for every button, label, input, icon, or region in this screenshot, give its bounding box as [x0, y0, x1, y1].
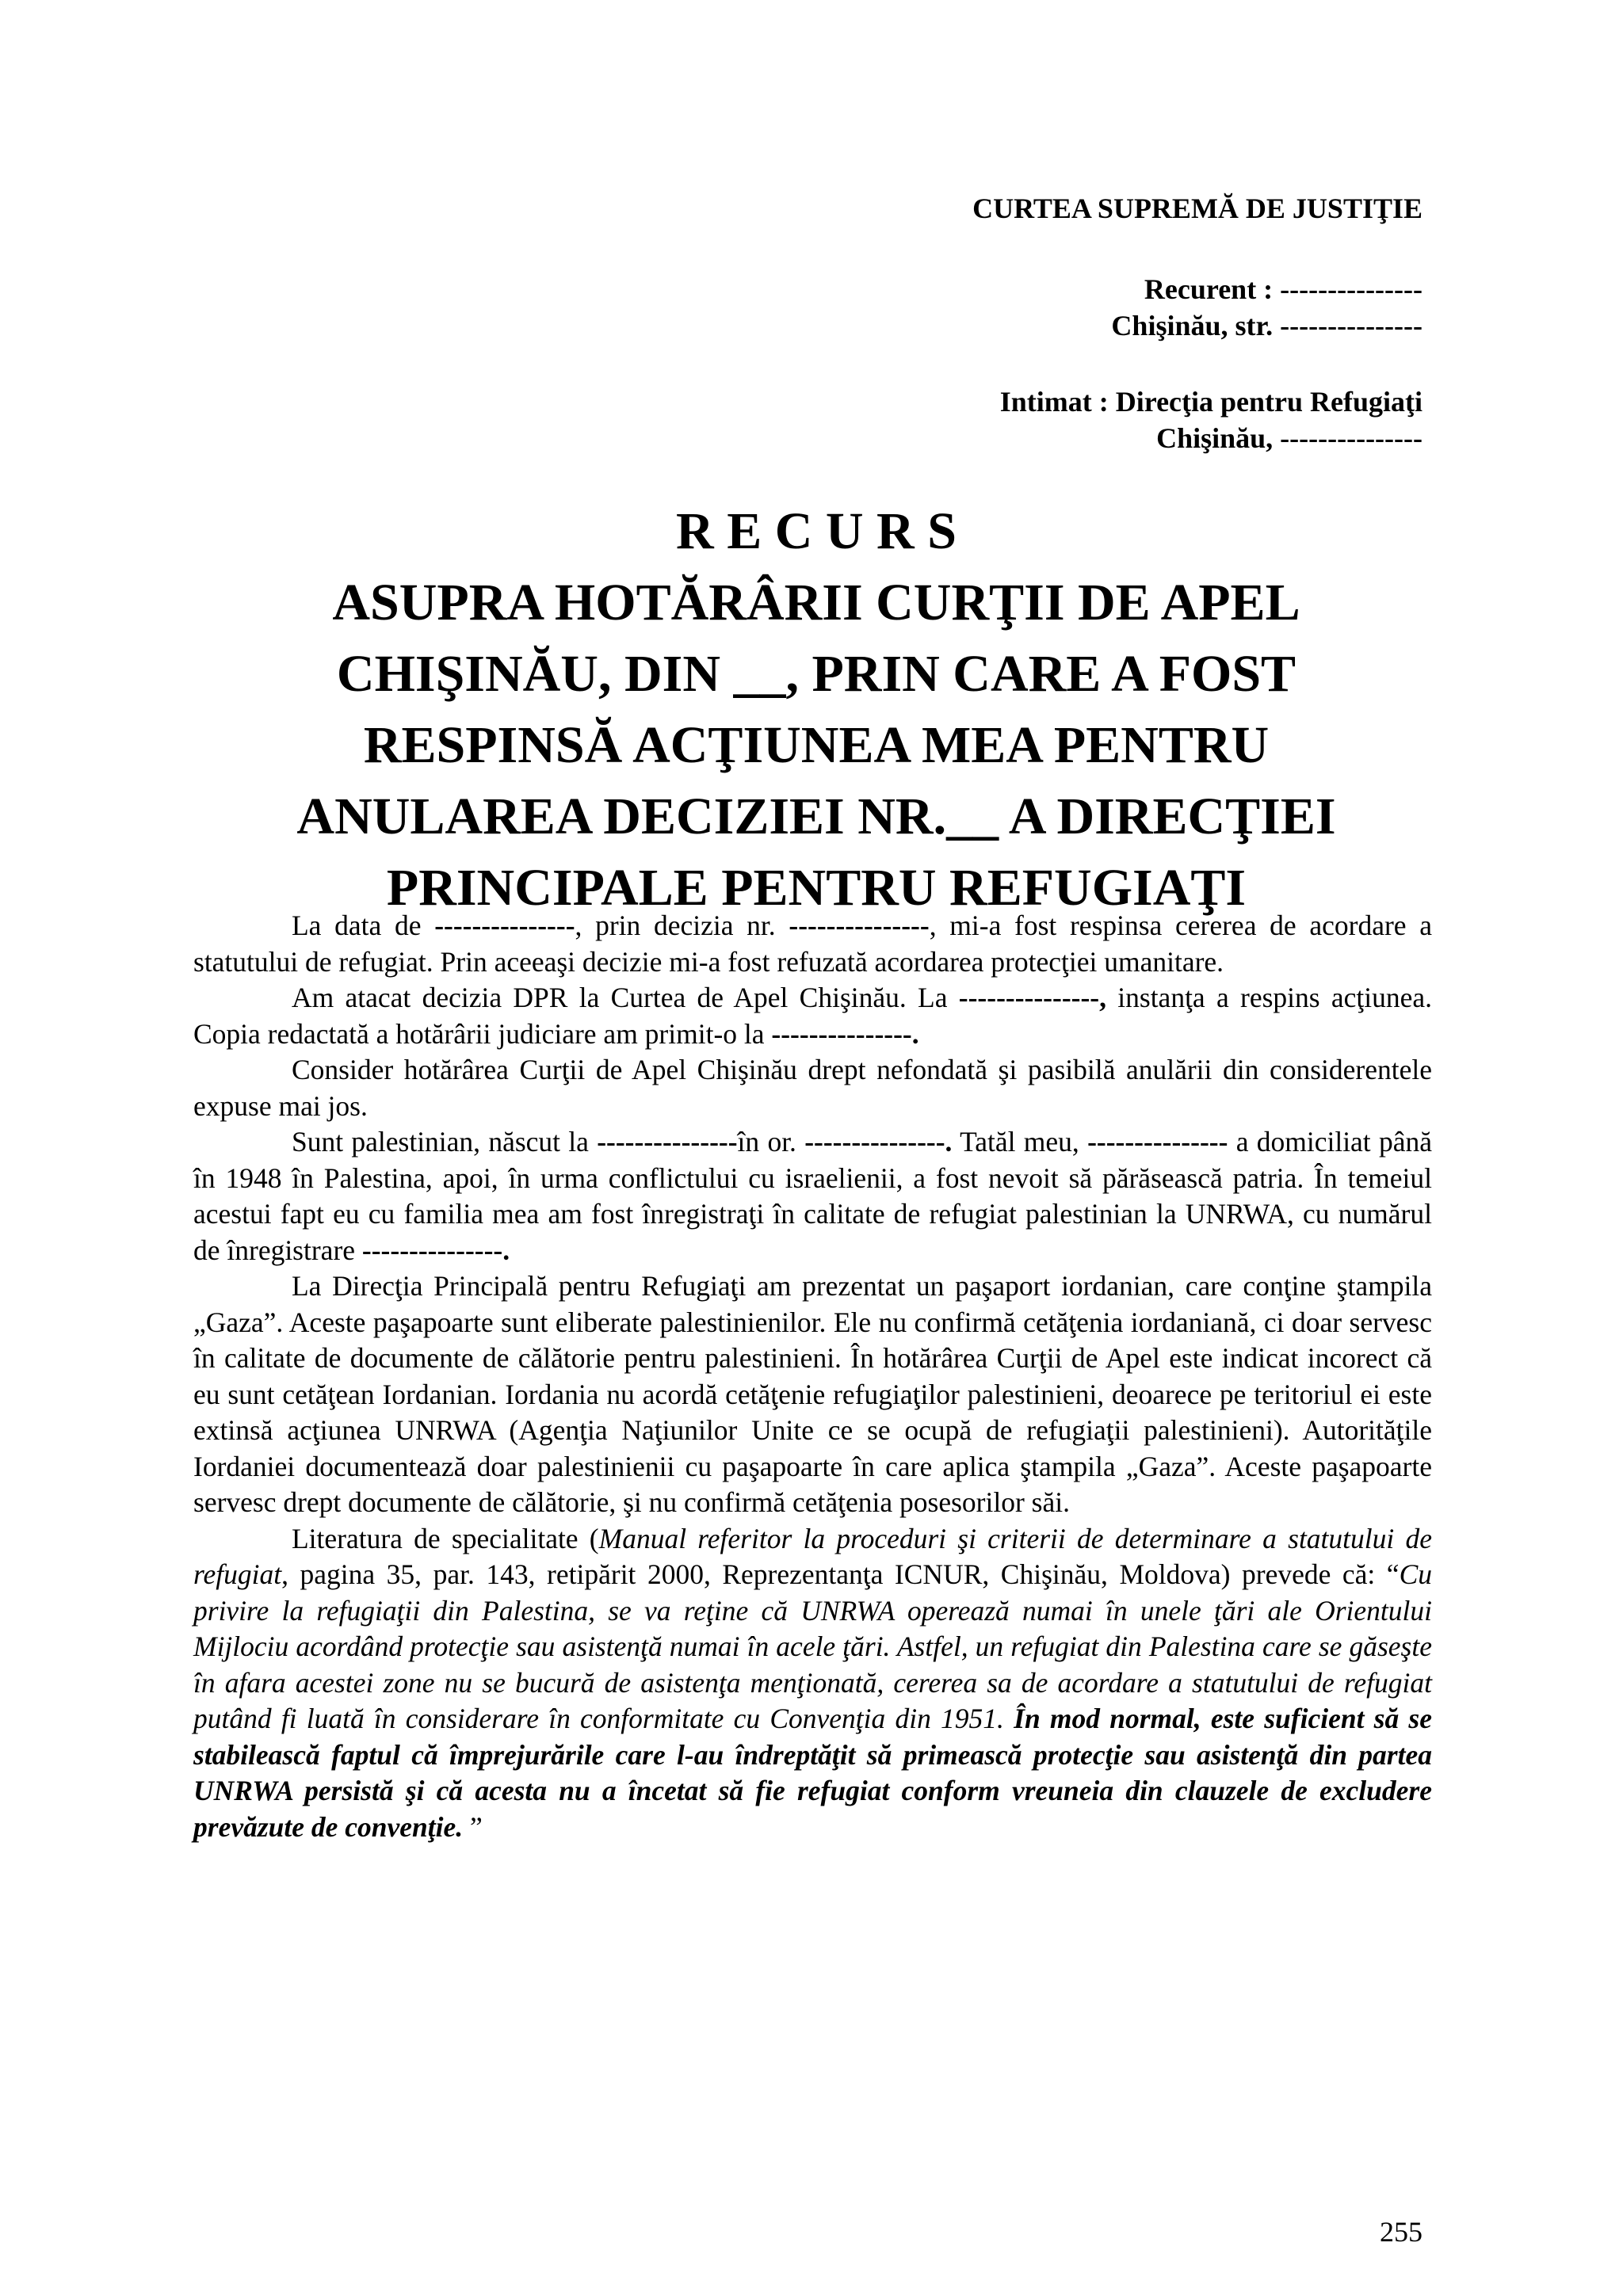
- paragraph-6-text-a: Literatura de specialitate (: [292, 1522, 599, 1554]
- paragraph-2-text-c: instanţa a respins acţiunea. Copia redactată a hotărârii judiciare am primit-o la: [193, 982, 1433, 1050]
- blank-field: ---------------,: [958, 982, 1106, 1013]
- document-title: [182, 496, 1450, 924]
- recurent-line: Recurent : ---------------: [1144, 273, 1423, 305]
- quotation-bold-italic: În mod normal, este suficient să se stabilească faptul că împrejurările care l-au îndreptăţit să primească protecţie sau asistenţă din partea UNRWA persistă şi că acesta nu a încetat să fie refugiat conform vreuneia din clauzele de excludere prevăzute de convenţie.: [193, 1703, 1433, 1843]
- paragraph-4-text-a: Sunt palestinian, născut la: [292, 1126, 598, 1158]
- title-line-1: R E C U R S: [676, 502, 957, 560]
- court-name: [972, 190, 1423, 227]
- paragraph-1-text-a: La data de: [292, 910, 435, 941]
- intimat-line: Intimat : Direcţia pentru Refugiaţi: [999, 386, 1423, 418]
- paragraph-2: [193, 980, 1432, 1052]
- blank-field: ---------------.: [361, 1234, 510, 1266]
- paragraph-4-text-e: a domiciliat până în 1948 în Palestina, apoi, în urma conflictului cu israelienii, a fost nevoit să părăsească patria. În temeiul acestui fapt eu cu familia mea am fost înregistraţi în calitate de refugiat palestinian la UNRWA, cu numărul de înregistrare: [193, 1126, 1432, 1266]
- blank-field: ---------------.: [771, 1017, 919, 1050]
- paragraph-3: Consider hotărârea Curţii de Apel Chişinău drept nefondată şi pasibilă anulării din considerentele expuse mai jos.: [193, 1054, 1432, 1122]
- paragraph-2-text-a: Am atacat decizia DPR la Curtea de Apel Chişinău. La: [292, 982, 959, 1013]
- page-number: 255: [1380, 2216, 1423, 2248]
- title-line-6: PRINCIPALE PENTRU REFUGIAŢI: [386, 859, 1247, 917]
- paragraph-1-text-c: , prin decizia nr.: [575, 910, 789, 941]
- closing-quote: ”: [463, 1810, 483, 1843]
- blank-field: ---------------: [434, 910, 575, 941]
- cited-manual-title: Manual referitor la proceduri şi criterii de determinare a statutului de refugiat: [193, 1522, 1432, 1590]
- blank-field: ---------------: [597, 1126, 738, 1158]
- paragraph-5: La Direcţia Principală pentru Refugiaţi am prezentat un paşaport iordanian, care conţine ştampila „Gaza”. Aceste paşapoarte sunt eliberate palestinienilor. Ele nu confirmă cetăţenia iordaniană, ci doar servesc în calitate de documente de călătorie pentru palestinieni. În hotărârea Curţii de Apel este indicat incorect că eu sunt cetăţean Iordanian. Iordania nu acordă cetăţenie refugiaţilor palestinieni, deoarece pe teritoriul ei este extinsă acţiunea UNRWA (Agenţia Naţiunilor Unite ce se ocupă de refugiaţii palestinieni). Autorităţile Iordaniei documentează doar palestinienii cu paşapoarte în care aplica ştampila „Gaza”. Aceste paşapoarte servesc drept documente de călătorie, şi nu confirmă cetăţenia posesorilor săi.: [193, 1270, 1432, 1518]
- paragraph-1-text-d: , mi-a fost respinsa cererea de acordare a statutului de refugiat. Prin aceeaşi decizie mi-a fost refuzată acordarea protecţiei umanitare.: [193, 910, 1432, 978]
- recurent-address: Chişinău, str. ---------------: [1111, 310, 1423, 341]
- paragraph-4-text-c: în or.: [737, 1126, 805, 1158]
- title-line-2: ASUPRA HOTĂRÂRII CURŢII DE APEL: [332, 574, 1300, 631]
- blank-field: ---------------: [1087, 1126, 1228, 1158]
- title-line-4: RESPINSĂ ACŢIUNEA MEA PENTRU: [363, 716, 1270, 774]
- court-name-text: CURTEA SUPREMĂ DE JUSTIŢIE: [972, 193, 1423, 224]
- paragraph-1: [193, 908, 1432, 980]
- paragraph-6: [193, 1521, 1432, 1846]
- blank-field: ---------------: [789, 910, 930, 941]
- blank-field: ---------------.: [804, 1126, 953, 1158]
- document-body: [193, 908, 1432, 1845]
- quotation-italic: Cu privire la refugiaţii din Palestina, se va reţine că UNRWA operează numai în unele ţări ale Orientului Mijlociu acordând protecţie sau asistenţă numai în acele ţări. Astfel, un refugiat din Palestina care se găseşte în afara acestei zone nu se bucură de asistenţa menţionată, cererea sa de acordare a statutului de refugiat putând fi luată în considerare în conformitate cu Convenţia din 1951.: [193, 1558, 1432, 1734]
- intimat-address: Chişinău, ---------------: [1156, 422, 1423, 454]
- title-line-5: ANULAREA DECIZIEI NR.__ A DIRECŢIEI: [296, 788, 1336, 845]
- paragraph-4-text-d: Tatăl meu,: [952, 1126, 1088, 1158]
- paragraph-6-text-b: , pagina 35, par. 143, retipărit 2000, Reprezentanţa ICNUR, Chişinău, Moldova) prevede că: “: [281, 1558, 1400, 1590]
- paragraph-4: [193, 1124, 1432, 1268]
- title-line-3: CHIŞINĂU, DIN __, PRIN CARE A FOST: [336, 645, 1296, 703]
- recurent-block: [1111, 271, 1423, 344]
- intimat-block: [1000, 383, 1423, 456]
